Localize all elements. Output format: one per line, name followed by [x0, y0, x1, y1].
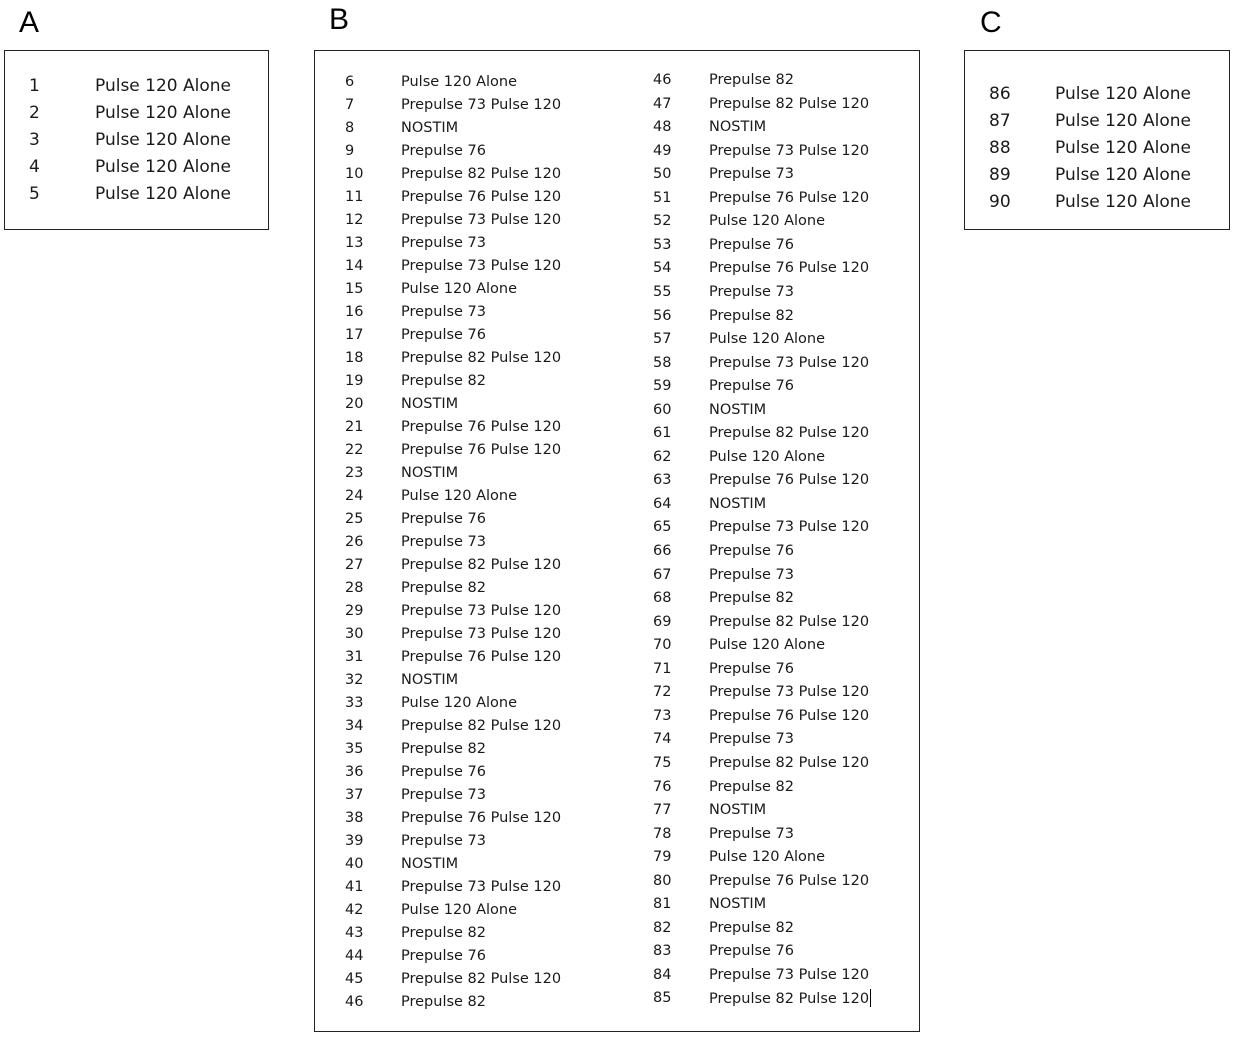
- trial-type: Prepulse 76 Pulse 120: [401, 189, 562, 205]
- trial-number: 35: [345, 741, 364, 757]
- trial-number: 17: [345, 327, 364, 343]
- panel-a-label: A: [19, 6, 40, 39]
- trial-type: Pulse 120 Alone: [709, 849, 826, 866]
- trial-type: NOSTIM: [401, 396, 459, 412]
- trial-number: 33: [345, 695, 364, 711]
- panel-b-box: [314, 50, 920, 1032]
- trial-number: 57: [653, 331, 672, 348]
- trial-type: Pulse 120 Alone: [709, 637, 826, 654]
- trial-type: Pulse 120 Alone: [401, 902, 518, 918]
- trial-number: 56: [653, 307, 672, 324]
- trial-type: Prepulse 76: [401, 764, 487, 780]
- trial-number: 31: [345, 649, 364, 665]
- trial-number: 54: [653, 260, 672, 277]
- trial-type: Prepulse 76: [401, 948, 487, 964]
- trial-type: Prepulse 76 Pulse 120: [709, 707, 870, 724]
- trial-type: Prepulse 73 Pulse 120: [709, 966, 870, 983]
- trial-type: Prepulse 73 Pulse 120: [709, 354, 870, 371]
- trial-type: Prepulse 82: [401, 994, 487, 1010]
- trial-type: Prepulse 82: [401, 925, 487, 941]
- trial-number: 85: [653, 990, 672, 1007]
- trial-type: Pulse 120 Alone: [709, 213, 826, 230]
- trial-type: Prepulse 76: [401, 511, 487, 527]
- trial-number: 20: [345, 396, 364, 412]
- trial-number: 12: [345, 212, 364, 228]
- trial-number: 73: [653, 707, 672, 724]
- trial-number: 89: [989, 165, 1011, 185]
- trial-number: 41: [345, 879, 364, 895]
- trial-type: NOSTIM: [709, 802, 767, 819]
- trial-number: 36: [345, 764, 364, 780]
- trial-type: Pulse 120 Alone: [95, 157, 232, 177]
- trial-type: Pulse 120 Alone: [95, 184, 232, 204]
- trial-type: Prepulse 76: [709, 660, 795, 677]
- trial-type: Prepulse 76: [709, 943, 795, 960]
- text-cursor: [870, 989, 871, 1007]
- trial-type: Prepulse 76 Pulse 120: [709, 872, 870, 889]
- trial-number: 52: [653, 213, 672, 230]
- panel-b-label: B: [329, 3, 350, 36]
- trial-type: Prepulse 76 Pulse 120: [709, 260, 870, 277]
- trial-type: NOSTIM: [709, 495, 767, 512]
- trial-number: 62: [653, 448, 672, 465]
- trial-number: 84: [653, 966, 672, 983]
- trial-number: 49: [653, 142, 672, 159]
- trial-number: 26: [345, 534, 364, 550]
- trial-type: Pulse 120 Alone: [1055, 111, 1192, 131]
- trial-number: 67: [653, 566, 672, 583]
- trial-type: Prepulse 82: [709, 590, 795, 607]
- trial-number: 44: [345, 948, 364, 964]
- trial-number: 38: [345, 810, 364, 826]
- panel-c-box: [964, 50, 1230, 230]
- trial-type: Prepulse 76 Pulse 120: [401, 419, 562, 435]
- trial-number: 79: [653, 849, 672, 866]
- trial-type: Prepulse 82: [401, 373, 487, 389]
- trial-type: Pulse 120 Alone: [95, 76, 232, 96]
- trial-number: 76: [653, 778, 672, 795]
- trial-type: Prepulse 73: [401, 534, 487, 550]
- trial-number: 87: [989, 111, 1011, 131]
- trial-number: 77: [653, 802, 672, 819]
- trial-number: 53: [653, 236, 672, 253]
- trial-type: Prepulse 76: [401, 143, 487, 159]
- trial-type: Prepulse 82 Pulse 120: [709, 991, 870, 1008]
- trial-number: 1: [29, 76, 40, 96]
- trial-type: Prepulse 73 Pulse 120: [709, 142, 870, 159]
- trial-type: NOSTIM: [401, 856, 459, 872]
- trial-number: 88: [989, 138, 1011, 158]
- trial-number: 19: [345, 373, 364, 389]
- trial-type: Pulse 120 Alone: [95, 130, 232, 150]
- trial-type: Pulse 120 Alone: [1055, 138, 1192, 158]
- trial-type: Pulse 120 Alone: [401, 488, 518, 504]
- trial-type: Pulse 120 Alone: [401, 281, 518, 297]
- trial-number: 55: [653, 283, 672, 300]
- trial-type: Pulse 120 Alone: [401, 695, 518, 711]
- trial-number: 3: [29, 130, 40, 150]
- trial-type: Prepulse 82 Pulse 120: [401, 557, 562, 573]
- trial-number: 6: [345, 74, 355, 90]
- trial-type: NOSTIM: [709, 896, 767, 913]
- trial-type: Prepulse 82 Pulse 120: [401, 718, 562, 734]
- trial-number: 23: [345, 465, 364, 481]
- trial-number: 83: [653, 943, 672, 960]
- trial-type: Prepulse 76 Pulse 120: [401, 442, 562, 458]
- trial-number: 64: [653, 495, 672, 512]
- trial-number: 75: [653, 754, 672, 771]
- trial-number: 65: [653, 519, 672, 536]
- trial-number: 32: [345, 672, 364, 688]
- trial-type: Prepulse 73: [709, 731, 795, 748]
- trial-number: 10: [345, 166, 364, 182]
- trial-type: Pulse 120 Alone: [1055, 165, 1192, 185]
- trial-number: 72: [653, 684, 672, 701]
- trial-number: 74: [653, 731, 672, 748]
- trial-number: 46: [653, 72, 672, 88]
- trial-number: 71: [653, 660, 672, 677]
- trial-number: 60: [653, 401, 672, 418]
- trial-number: 28: [345, 580, 364, 596]
- trial-number: 7: [345, 97, 355, 113]
- trial-type: Prepulse 73: [709, 166, 795, 183]
- trial-number: 51: [653, 189, 672, 206]
- trial-type: Prepulse 73: [401, 235, 487, 251]
- panel-c-label: C: [980, 6, 1002, 39]
- trial-number: 24: [345, 488, 364, 504]
- trial-number: 4: [29, 157, 40, 177]
- trial-number: 39: [345, 833, 364, 849]
- trial-number: 5: [29, 184, 40, 204]
- trial-number: 8: [345, 120, 355, 136]
- trial-type: Prepulse 73: [401, 304, 487, 320]
- trial-type: Prepulse 76 Pulse 120: [709, 189, 870, 206]
- trial-type: NOSTIM: [401, 465, 459, 481]
- trial-number: 16: [345, 304, 364, 320]
- panel-a-box: [4, 50, 269, 230]
- trial-type: Pulse 120 Alone: [1055, 84, 1192, 104]
- trial-type: Prepulse 76: [709, 378, 795, 395]
- trial-type: Prepulse 73 Pulse 120: [401, 212, 562, 228]
- trial-type: Prepulse 82 Pulse 120: [709, 425, 870, 442]
- trial-number: 21: [345, 419, 364, 435]
- trial-type: Prepulse 82: [709, 778, 795, 795]
- trial-type: NOSTIM: [709, 401, 767, 418]
- trial-type: Prepulse 73 Pulse 120: [709, 519, 870, 536]
- trial-type: Prepulse 73 Pulse 120: [401, 97, 562, 113]
- trial-type: Prepulse 73 Pulse 120: [709, 684, 870, 701]
- trial-number: 48: [653, 119, 672, 136]
- trial-type: NOSTIM: [401, 672, 459, 688]
- trial-number: 86: [989, 84, 1011, 104]
- trial-number: 66: [653, 543, 672, 559]
- trial-type: Pulse 120 Alone: [1055, 192, 1192, 212]
- trial-number: 90: [989, 192, 1011, 212]
- trial-number: 59: [653, 378, 672, 395]
- trial-type: Prepulse 76: [401, 327, 487, 343]
- trial-type: Prepulse 82: [709, 307, 795, 324]
- trial-number: 30: [345, 626, 364, 642]
- trial-number: 15: [345, 281, 364, 297]
- trial-type: Prepulse 73: [709, 283, 795, 300]
- trial-type: Pulse 120 Alone: [95, 103, 232, 123]
- trial-number: 34: [345, 718, 364, 734]
- trial-type: Prepulse 76: [709, 543, 795, 559]
- trial-type: Prepulse 76: [709, 236, 795, 253]
- trial-type: Pulse 120 Alone: [709, 448, 826, 465]
- trial-number: 14: [345, 258, 364, 274]
- trial-number: 29: [345, 603, 364, 619]
- trial-type: Prepulse 76 Pulse 120: [709, 472, 870, 489]
- trial-type: Prepulse 82 Pulse 120: [401, 350, 562, 366]
- trial-number: 40: [345, 856, 364, 872]
- trial-type: Prepulse 76 Pulse 120: [401, 810, 562, 826]
- trial-number: 46: [345, 994, 364, 1010]
- trial-number: 82: [653, 919, 672, 936]
- trial-number: 2: [29, 103, 40, 123]
- trial-type: Prepulse 73: [401, 833, 487, 849]
- trial-type: Prepulse 73 Pulse 120: [401, 626, 562, 642]
- trial-type: Prepulse 82: [709, 72, 795, 88]
- trial-type: Prepulse 82 Pulse 120: [401, 166, 562, 182]
- trial-number: 27: [345, 557, 364, 573]
- trial-number: 81: [653, 896, 672, 913]
- trial-type: Prepulse 82 Pulse 120: [709, 754, 870, 771]
- trial-number: 70: [653, 637, 672, 654]
- trial-type: Prepulse 82: [401, 580, 487, 596]
- trial-number: 61: [653, 425, 672, 442]
- trial-type: Prepulse 76 Pulse 120: [401, 649, 562, 665]
- trial-number: 25: [345, 511, 364, 527]
- trial-number: 47: [653, 95, 672, 112]
- trial-number: 78: [653, 825, 672, 842]
- trial-type: Prepulse 73: [709, 566, 795, 583]
- trial-number: 45: [345, 971, 364, 987]
- trial-number: 80: [653, 872, 672, 889]
- trial-number: 42: [345, 902, 364, 918]
- trial-number: 69: [653, 613, 672, 630]
- trial-type: Prepulse 73 Pulse 120: [401, 258, 562, 274]
- trial-type: Prepulse 73 Pulse 120: [401, 879, 562, 895]
- trial-type: NOSTIM: [709, 119, 767, 136]
- trial-type: Prepulse 82: [709, 919, 795, 936]
- trial-type: NOSTIM: [401, 120, 459, 136]
- trial-number: 50: [653, 166, 672, 183]
- trial-number: 9: [345, 143, 355, 159]
- trial-type: Prepulse 73 Pulse 120: [401, 603, 562, 619]
- trial-number: 43: [345, 925, 364, 941]
- trial-number: 68: [653, 590, 672, 607]
- trial-type: Prepulse 82 Pulse 120: [709, 95, 870, 112]
- trial-type: Pulse 120 Alone: [401, 74, 518, 90]
- trial-type: Prepulse 73: [401, 787, 487, 803]
- trial-number: 58: [653, 354, 672, 371]
- trial-number: 37: [345, 787, 364, 803]
- trial-type: Pulse 120 Alone: [709, 331, 826, 348]
- trial-number: 22: [345, 442, 364, 458]
- trial-type: Prepulse 82 Pulse 120: [709, 613, 870, 630]
- trial-type: Prepulse 82: [401, 741, 487, 757]
- trial-number: 13: [345, 235, 364, 251]
- trial-type: Prepulse 82 Pulse 120: [401, 971, 562, 987]
- trial-number: 63: [653, 472, 672, 489]
- trial-number: 11: [345, 189, 364, 205]
- trial-number: 18: [345, 350, 364, 366]
- trial-type: Prepulse 73: [709, 825, 795, 842]
